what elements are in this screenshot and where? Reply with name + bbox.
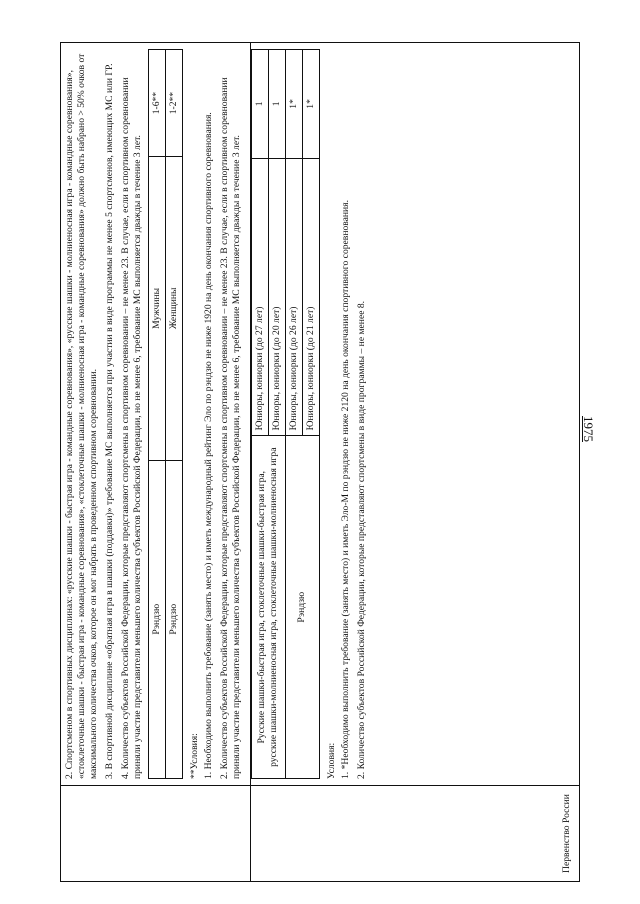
table-row — [285, 50, 302, 779]
condition-item-2: 2. Количество субъектов Российской Федерации, которые представляют спортсмены в спортивном соревновании – не менее 23. В случае, если в спортивном соревновании приняли участие представители меньшего количества субъектов Российской Федерации, но не менее 6, требование МС выполняется дважды в течение 3 лет. — [218, 77, 242, 779]
group-cell: Юниоры, юниорки (до 26 лет) — [285, 158, 302, 436]
page-number: 1975 — [581, 416, 596, 442]
place-cell: 1 — [251, 50, 268, 159]
table-row — [165, 50, 182, 779]
condition-paragraph-3: 3. В спортивной дисциплине «обратная игра в шашки (поддавки)» требование МС выполняется при участии в виде программы не менее 5 спортсменов, имеющих МС или ГР. — [103, 63, 115, 779]
place-cell: 1 — [268, 50, 285, 159]
conditions-title: **Условия: — [188, 733, 200, 779]
table-row — [251, 50, 268, 779]
section-left-cell — [61, 785, 250, 881]
place-cell: 1* — [302, 50, 319, 159]
section-conditions — [251, 43, 579, 785]
condition-item-1: 1. Необходимо выполнить требование (занять место) и иметь международный рейтинг Эло по рэндзю не ниже 1920 на день окончания спортивного соревнования. — [202, 112, 214, 779]
place-cell: 1-2** — [165, 50, 182, 157]
group-cell: Юниоры, юниорки (до 27 лет) — [251, 158, 268, 436]
group-cell: Мужчины — [148, 157, 165, 460]
section-continued — [61, 43, 251, 881]
condition-item-2: 2. Количество субъектов Российской Федерации, которые представляют спортсмены в виде программы – не менее 8. — [355, 300, 367, 779]
rating-cell: Рэндзю — [148, 460, 165, 778]
group-cell: Женщины — [165, 157, 182, 460]
discipline-line-2: русские шашки-молниеносная игра, стоклеточные шашки-молниеносная игра — [268, 447, 280, 767]
place-cell: 1* — [285, 50, 302, 159]
group-cell: Юниоры, юниорки (до 21 лет) — [302, 158, 319, 436]
section-russia-youth — [251, 43, 579, 881]
requirements-table — [60, 42, 580, 882]
place-cell: 1-6** — [148, 50, 165, 157]
condition-paragraph-2: 2. Спортсменом в спортивных дисциплинах: «русские шашки - быстрая игра - командные соревнования», «русские шашки - молниеносная игра - командные соревнования», «стоклеточные шашки - быстрая игра - командные соревнования», «стоклеточные шашки - молниеносная игра - командные соревнования» должно быть набрано > 50% очков от максимального количества очков, которое он мог набрать в проведенном спортивном соревновании. — [64, 53, 99, 779]
condition-item-1: 1. *Необходимо выполнить требование (занять место) и иметь Эло-М по рэндзю не ниже 2120 на день окончания спортивного соревнования. — [339, 200, 351, 779]
discipline-cell — [251, 436, 285, 779]
section-left-cell — [251, 785, 579, 881]
conditions-title: Условия: — [325, 742, 337, 779]
rating-cell: Рэндзю — [165, 460, 182, 778]
section-label: Первенство России — [561, 794, 573, 873]
rating-cell: Рэндзю — [285, 436, 319, 779]
youth-table — [251, 49, 320, 779]
group-cell: Юниоры, юниорки (до 20 лет) — [268, 158, 285, 436]
discipline-line-1: Русские шашки-быстрая игра, стоклеточные шашки-быстрая игра, — [256, 470, 268, 744]
renju-table — [148, 49, 183, 779]
condition-paragraph-4: 4. Количество субъектов Российской Федерации, которые представляют спортсмены в спортивном соревновании – не менее 23. В случае, если в спортивном соревновании приняли участие представители меньшего количества субъектов Российской Федерации, но не менее 6, требование МС выполняется дважды в течение 3 лет. — [119, 77, 143, 779]
section-conditions — [61, 43, 250, 785]
table-row — [148, 50, 165, 779]
